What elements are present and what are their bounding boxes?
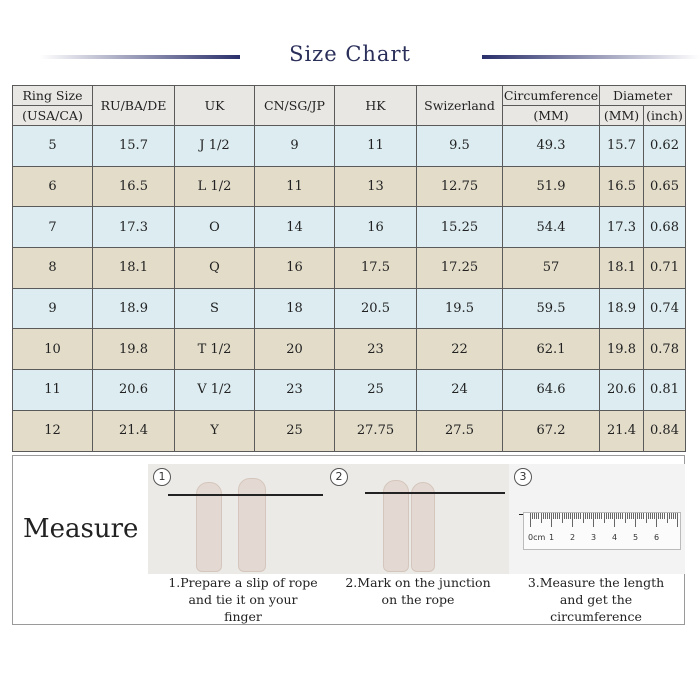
- title-bar: [0, 36, 700, 76]
- ruler-tick: [648, 513, 649, 519]
- ruler-label: 0cm: [528, 533, 546, 542]
- ruler-label: 2: [570, 533, 576, 542]
- cell-circumference-mm: 62.1: [503, 329, 600, 370]
- cell-diameter-mm: 20.6: [600, 370, 644, 411]
- cell-uk: V 1/2: [175, 370, 255, 411]
- cell-ru-ba-de: 16.5: [93, 166, 175, 207]
- cell-switzerland: 22: [417, 329, 503, 370]
- step-2-caption: [328, 574, 508, 608]
- ruler-tick: [625, 513, 626, 523]
- caption-line: on the rope: [381, 592, 455, 607]
- cell-diameter-inch: 0.62: [644, 126, 686, 167]
- cell-ru-ba-de: 18.1: [93, 248, 175, 289]
- cell-ring-size-usa: 6: [13, 166, 93, 207]
- ruler-tick: [532, 513, 533, 519]
- header-circumference-unit: (MM): [503, 106, 600, 126]
- finger-image: [238, 478, 266, 572]
- cell-cn-sg-jp: 20: [255, 329, 335, 370]
- cell-switzerland: 17.25: [417, 248, 503, 289]
- ruler-tick: [562, 513, 563, 523]
- cell-ru-ba-de: 15.7: [93, 126, 175, 167]
- ruler-tick: [583, 513, 584, 523]
- cell-hk: 17.5: [335, 248, 417, 289]
- ruler-tick: [656, 513, 657, 527]
- caption-line: finger: [224, 609, 262, 624]
- ruler-tick: [597, 513, 598, 519]
- ruler-tick: [599, 513, 600, 519]
- ruler-label: 1: [549, 533, 555, 542]
- ruler-tick: [566, 513, 567, 519]
- ruler-tick: [545, 513, 546, 519]
- step-3-illustration: [509, 464, 685, 574]
- ruler-tick: [538, 513, 539, 519]
- cell-circumference-mm: 57: [503, 248, 600, 289]
- ruler-tick: [612, 513, 613, 519]
- cell-ring-size-usa: 5: [13, 126, 93, 167]
- ruler-tick: [667, 513, 668, 523]
- cell-hk: 25: [335, 370, 417, 411]
- cell-ring-size-usa: 9: [13, 288, 93, 329]
- ruler-tick: [595, 513, 596, 519]
- cell-cn-sg-jp: 16: [255, 248, 335, 289]
- cell-diameter-mm: 15.7: [600, 126, 644, 167]
- ruler-tick: [534, 513, 535, 519]
- ruler-tick: [654, 513, 655, 519]
- caption-line: 2.Mark on the junction: [345, 575, 491, 590]
- caption-line: and get the: [559, 592, 633, 607]
- table-row: [13, 288, 686, 329]
- ruler-tick: [652, 513, 653, 519]
- cell-cn-sg-jp: 23: [255, 370, 335, 411]
- cell-circumference-mm: 64.6: [503, 370, 600, 411]
- step-1-caption: [153, 574, 333, 625]
- ruler-tick: [568, 513, 569, 519]
- ruler-tick: [604, 513, 605, 523]
- ruler-tick: [585, 513, 586, 519]
- ruler-tick: [564, 513, 565, 519]
- ruler-tick: [650, 513, 651, 519]
- cell-diameter-inch: 0.74: [644, 288, 686, 329]
- ruler-tick: [627, 513, 628, 519]
- caption-line: circumference: [550, 609, 642, 624]
- cell-cn-sg-jp: 18: [255, 288, 335, 329]
- ruler-tick: [570, 513, 571, 519]
- ruler-tick: [589, 513, 590, 519]
- ruler-tick: [555, 513, 556, 519]
- cell-ru-ba-de: 20.6: [93, 370, 175, 411]
- cell-switzerland: 12.75: [417, 166, 503, 207]
- ruler-tick: [593, 513, 594, 527]
- size-chart-body: [13, 126, 686, 452]
- cell-ru-ba-de: 18.9: [93, 288, 175, 329]
- step-1-illustration: [148, 464, 326, 574]
- cell-uk: J 1/2: [175, 126, 255, 167]
- cell-diameter-mm: 18.1: [600, 248, 644, 289]
- cell-diameter-inch: 0.78: [644, 329, 686, 370]
- step-3-caption: [501, 574, 691, 625]
- ruler-tick: [658, 513, 659, 519]
- cell-uk: Y: [175, 410, 255, 451]
- cell-switzerland: 15.25: [417, 207, 503, 248]
- ruler-tick: [646, 513, 647, 523]
- cell-uk: S: [175, 288, 255, 329]
- ruler-tick: [530, 513, 531, 527]
- ruler-tick: [551, 513, 552, 527]
- table-row: [13, 126, 686, 167]
- caption-line: 1.Prepare a slip of rope: [168, 575, 318, 590]
- header-ru-ba-de: RU/BA/DE: [93, 86, 175, 126]
- ruler-tick: [622, 513, 623, 519]
- table-row: [13, 370, 686, 411]
- ruler-tick: [641, 513, 642, 519]
- ruler-tick: [574, 513, 575, 519]
- table-row: [13, 329, 686, 370]
- cell-switzerland: 24: [417, 370, 503, 411]
- cell-diameter-mm: 16.5: [600, 166, 644, 207]
- ruler-tick: [549, 513, 550, 519]
- ruler-tick: [578, 513, 579, 519]
- cell-diameter-mm: 18.9: [600, 288, 644, 329]
- cell-ru-ba-de: 21.4: [93, 410, 175, 451]
- cell-diameter-inch: 0.68: [644, 207, 686, 248]
- header-diameter-mm: (MM): [600, 106, 644, 126]
- cell-hk: 23: [335, 329, 417, 370]
- cell-diameter-inch: 0.84: [644, 410, 686, 451]
- header-circumference: Circumference: [503, 86, 600, 106]
- cell-ring-size-usa: 10: [13, 329, 93, 370]
- ruler-tick: [580, 513, 581, 519]
- title-divider-right: [482, 55, 700, 59]
- cell-ring-size-usa: 12: [13, 410, 93, 451]
- ruler-tick: [614, 513, 615, 527]
- header-hk: HK: [335, 86, 417, 126]
- table-row: [13, 410, 686, 451]
- cell-hk: 13: [335, 166, 417, 207]
- rope-line: [365, 492, 505, 494]
- cell-cn-sg-jp: 14: [255, 207, 335, 248]
- ruler-tick: [643, 513, 644, 519]
- cell-switzerland: 9.5: [417, 126, 503, 167]
- ruler-tick: [620, 513, 621, 519]
- ruler-tick: [576, 513, 577, 519]
- ruler-tick: [677, 513, 678, 527]
- cell-hk: 27.75: [335, 410, 417, 451]
- size-chart-table: [12, 85, 686, 452]
- cell-circumference-mm: 51.9: [503, 166, 600, 207]
- ruler-tick: [669, 513, 670, 519]
- measure-heading: Measure: [23, 514, 139, 544]
- finger-image: [411, 482, 435, 572]
- ruler-tick: [671, 513, 672, 519]
- cell-circumference-mm: 67.2: [503, 410, 600, 451]
- ruler-tick: [610, 513, 611, 519]
- ruler-tick: [601, 513, 602, 519]
- ruler-tick: [557, 513, 558, 519]
- cell-switzerland: 27.5: [417, 410, 503, 451]
- ruler-tick: [608, 513, 609, 519]
- ruler-tick: [618, 513, 619, 519]
- ruler-tick: [673, 513, 674, 519]
- ruler-label: 6: [654, 533, 660, 542]
- ruler-tick: [660, 513, 661, 519]
- cell-diameter-inch: 0.71: [644, 248, 686, 289]
- ruler-tick: [629, 513, 630, 519]
- cell-diameter-mm: 19.8: [600, 329, 644, 370]
- ruler-label: 4: [612, 533, 618, 542]
- ruler: [523, 512, 681, 550]
- header-diameter: Diameter: [600, 86, 686, 106]
- cell-uk: L 1/2: [175, 166, 255, 207]
- cell-ring-size-usa: 8: [13, 248, 93, 289]
- cell-cn-sg-jp: 11: [255, 166, 335, 207]
- ruler-tick: [606, 513, 607, 519]
- cell-diameter-mm: 21.4: [600, 410, 644, 451]
- ruler-tick: [543, 513, 544, 519]
- caption-line: and tie it on your: [188, 592, 298, 607]
- cell-ring-size-usa: 7: [13, 207, 93, 248]
- ruler-tick: [536, 513, 537, 519]
- table-row: [13, 248, 686, 289]
- page-title: Size Chart: [289, 42, 411, 66]
- measure-section: [12, 455, 685, 625]
- header-ring-size-unit: (USA/CA): [13, 106, 93, 126]
- ruler-tick: [664, 513, 665, 519]
- header-switzerland: Swizerland: [417, 86, 503, 126]
- cell-cn-sg-jp: 9: [255, 126, 335, 167]
- ruler-tick: [616, 513, 617, 519]
- ruler-tick: [675, 513, 676, 519]
- ruler-tick: [572, 513, 573, 527]
- table-row: [13, 166, 686, 207]
- ruler-tick: [591, 513, 592, 519]
- ruler-tick: [587, 513, 588, 519]
- step-1-number: 1: [153, 468, 171, 486]
- header-ring-size: Ring Size: [13, 86, 93, 106]
- cell-ru-ba-de: 19.8: [93, 329, 175, 370]
- cell-circumference-mm: 54.4: [503, 207, 600, 248]
- ruler-tick: [547, 513, 548, 519]
- cell-uk: Q: [175, 248, 255, 289]
- ruler-label: 3: [591, 533, 597, 542]
- step-3-number: 3: [514, 468, 532, 486]
- cell-hk: 16: [335, 207, 417, 248]
- ruler-tick: [541, 513, 542, 523]
- ruler-label: 5: [633, 533, 639, 542]
- cell-diameter-mm: 17.3: [600, 207, 644, 248]
- ruler-tick: [553, 513, 554, 519]
- cell-uk: O: [175, 207, 255, 248]
- cell-hk: 11: [335, 126, 417, 167]
- cell-switzerland: 19.5: [417, 288, 503, 329]
- ruler-tick: [639, 513, 640, 519]
- cell-cn-sg-jp: 25: [255, 410, 335, 451]
- step-2-illustration: [325, 464, 510, 574]
- ruler-tick: [631, 513, 632, 519]
- cell-diameter-inch: 0.81: [644, 370, 686, 411]
- cell-diameter-inch: 0.65: [644, 166, 686, 207]
- cell-ru-ba-de: 17.3: [93, 207, 175, 248]
- ruler-tick: [635, 513, 636, 527]
- ruler-tick: [637, 513, 638, 519]
- header-cn-sg-jp: CN/SG/JP: [255, 86, 335, 126]
- ruler-tick: [633, 513, 634, 519]
- table-row: [13, 207, 686, 248]
- ruler-tick: [559, 513, 560, 519]
- caption-line: 3.Measure the length: [527, 575, 665, 590]
- ruler-tick: [662, 513, 663, 519]
- header-uk: UK: [175, 86, 255, 126]
- cell-hk: 20.5: [335, 288, 417, 329]
- cell-circumference-mm: 59.5: [503, 288, 600, 329]
- rope-line: [168, 494, 323, 496]
- step-2-number: 2: [330, 468, 348, 486]
- cell-uk: T 1/2: [175, 329, 255, 370]
- header-diameter-inch: (inch): [644, 106, 686, 126]
- cell-ring-size-usa: 11: [13, 370, 93, 411]
- cell-circumference-mm: 49.3: [503, 126, 600, 167]
